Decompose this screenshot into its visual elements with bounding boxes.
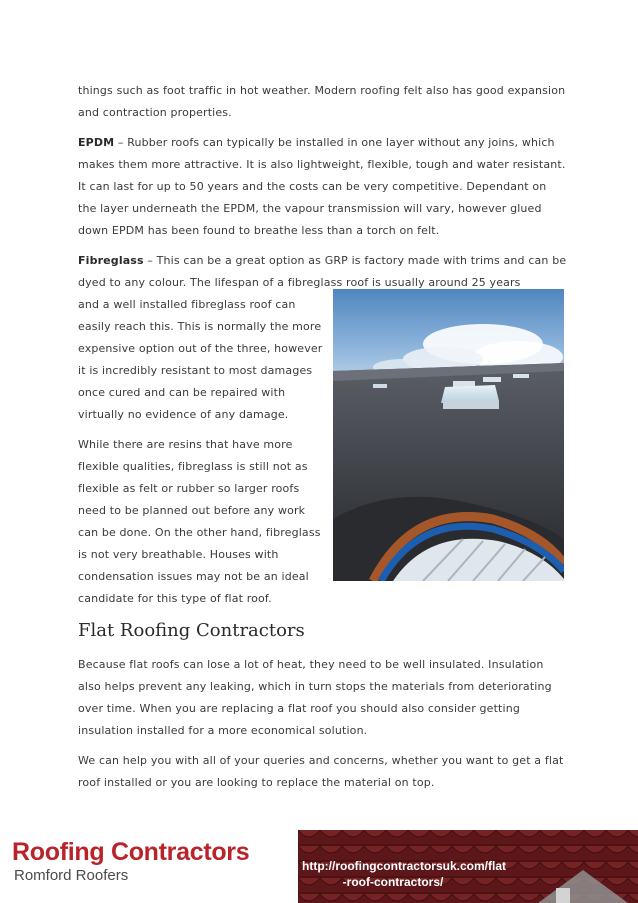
- section-heading: Flat Roofing Contractors: [78, 620, 305, 641]
- section-body: [78, 654, 568, 802]
- paragraph-felt: things such as foot traffic in hot weather. Modern roofing felt also has good expansion and contraction properties.: [78, 84, 566, 119]
- term-epdm: EPDM: [78, 136, 115, 149]
- paragraph-help: We can help you with all of your queries and concerns, whether you want to get a flat roof installed or you are looking to replace the material on top.: [78, 754, 564, 789]
- flat-roof-photo: [333, 289, 564, 581]
- footer-url-link[interactable]: [302, 858, 506, 890]
- paragraph-fibreglass: [78, 250, 568, 294]
- paragraph-resins: While there are resins that have more flexible qualities, fibreglass is still not as flexible as felt or rubber so larger roofs need to be planned out before any work can be done. On the other hand, fibreglass is not very breathable. Houses with condensation issues may not be an ideal candidate for this type of flat roof.: [78, 438, 321, 605]
- url-line-2: -roof-contractors/: [342, 875, 444, 889]
- paragraph-fibreglass-cont: and a well installed fibreglass roof can easily reach this. This is normally the more expensive option out of the three, however it is incredibly resistant to most damages once cured and can be repaired with virtually no evidence of any damage.: [78, 298, 323, 421]
- epdm-text: – Rubber roofs can typically be installed in one layer without any joins, which makes them more attractive. It is also lightweight, flexible, tough and water resistant. It can last for up to 50 years and the costs can be very competitive. Dependant on the layer underneath the EPDM, the vapour transmission will vary, however glued down EPDM has been found to breathe less than a torch on felt.: [78, 136, 566, 237]
- roof-illustration: [333, 289, 564, 581]
- company-logo: [12, 838, 249, 886]
- fibreglass-text-wide: – This can be a great option as GRP is factory made with trims and can be dyed to any colour. The lifespan of a fibreglass roof is usually around 25 years: [78, 254, 567, 289]
- brand-tagline: Romford Roofers: [14, 867, 129, 884]
- paragraph-insulation: Because flat roofs can lose a lot of heat, they need to be well insulated. Insulation also helps prevent any leaking, which in turn stops the materials from deteriorating over time. When you are replacing a flat roof you should also consider getting insulation installed for a more economical solution.: [78, 658, 552, 737]
- url-line-1: http://roofingcontractorsuk.com/flat: [302, 859, 506, 873]
- paragraph-epdm: [78, 132, 568, 242]
- term-fibreglass: Fibreglass: [78, 254, 144, 267]
- brand-name: Roofing Contractors: [12, 838, 250, 866]
